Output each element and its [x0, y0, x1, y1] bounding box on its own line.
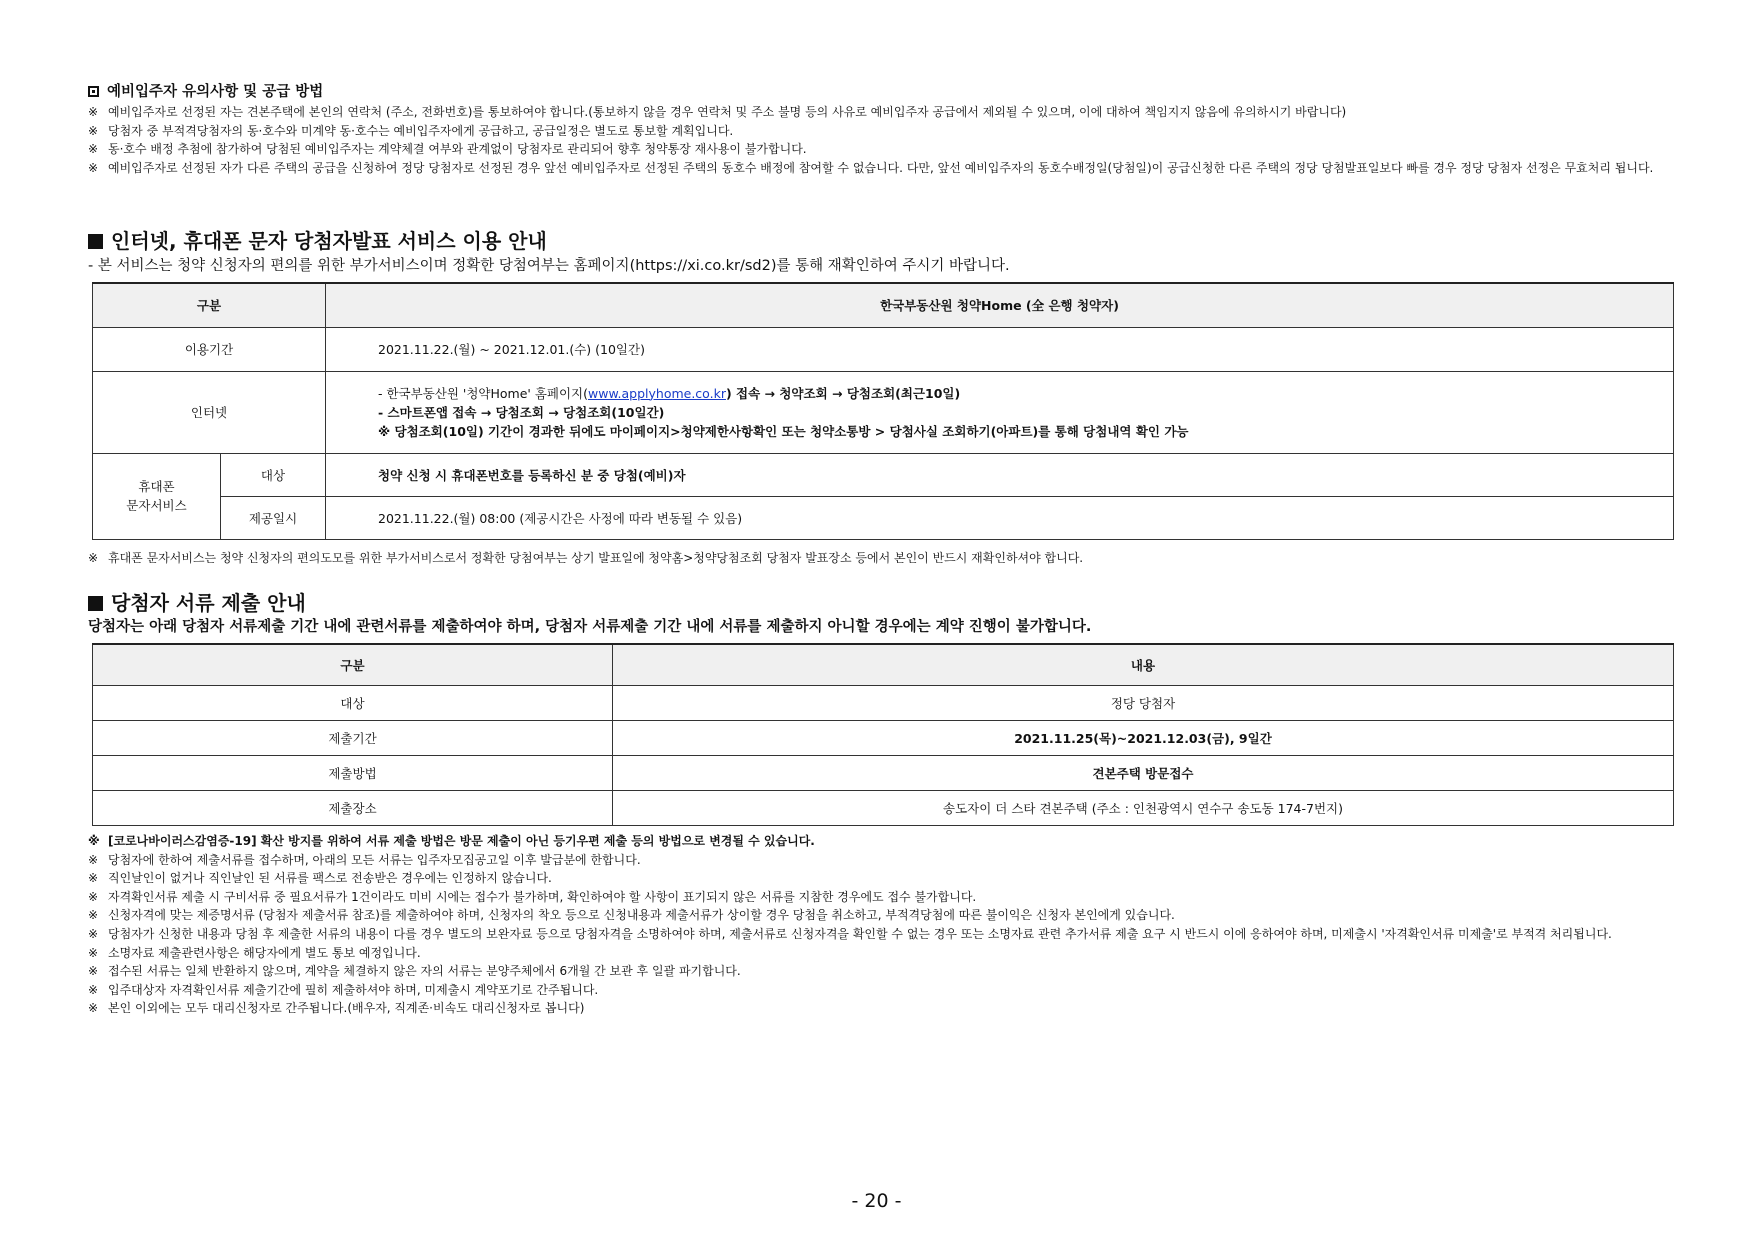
- row-label: 휴대폰 문자서비스: [93, 453, 221, 539]
- row-label: 제출기간: [93, 720, 613, 755]
- list-item: ※ [코로나바이러스감염증-19] 확산 방지를 위하여 서류 제출 방법은 방문 제출이 아닌 등기우편 제출 등의 방법으로 변경될 수 있습니다.: [88, 834, 815, 848]
- row-value: 송도자이 더 스타 견본주택 (주소 : 인천광역시 연수구 송도동 174-7번지): [613, 790, 1674, 825]
- section2-title: 인터넷, 휴대폰 문자 당첨자발표 서비스 이용 안내: [111, 229, 547, 253]
- row-value: 2021.11.25(목)~2021.12.03(금), 9일간: [613, 720, 1674, 755]
- list-item: ※ 당첨자에 한하여 제출서류를 접수하며, 아래의 모든 서류는 입주자모집공고일 이후 발급분에 한합니다.: [88, 852, 641, 867]
- row-value: 정당 당첨자: [613, 685, 1674, 720]
- row-value: 2021.11.22.(월) 08:00 (제공시간은 사정에 따라 변동될 수 있음): [326, 496, 1674, 539]
- page-number: - 20 -: [851, 1190, 902, 1212]
- row-label: 제출장소: [93, 790, 613, 825]
- list-item: ※ 당첨자가 신청한 내용과 당첨 후 제출한 서류의 내용이 다를 경우 별도의 보완자료 등으로 당첨자격을 소명하여야 하며, 제출서류로 신청자격을 확인할 수 없는 경우 또는 소명자료 관련 추가서류 제출 요구 시 반드시 이에 응하여야 하며, 미제출시 '자격확인서류 미제출'로 부적격 처리됩니다.: [88, 926, 1612, 941]
- row-sublabel: 제공일시: [221, 496, 326, 539]
- header-cell: 구분: [93, 283, 326, 327]
- announcement-service-table: [92, 282, 1674, 540]
- section2-heading: [88, 225, 547, 254]
- document-submission-table: [92, 643, 1674, 826]
- black-square-bullet-icon: [88, 234, 103, 249]
- list-item: ※ 본인 이외에는 모두 대리신청자로 간주됩니다.(배우자, 직계존·비속도 대리신청자로 봅니다): [88, 1001, 585, 1016]
- section3-subtitle: 당첨자는 아래 당첨자 서류제출 기간 내에 관련서류를 제출하여야 하며, 당첨자 서류제출 기간 내에 서류를 제출하지 아니할 경우에는 계약 진행이 불가합니다.: [88, 619, 1092, 635]
- list-item: ※ 소명자료 제출관련사항은 해당자에게 별도 통보 예정입니다.: [88, 945, 421, 960]
- list-item: ※ 신청자격에 맞는 제증명서류 (당첨자 제출서류 참조)를 제출하여야 하며, 신청자의 착오 등으로 신청내용과 제출서류가 상이할 경우 당첨을 취소하고, 부적격당첨에 따른 불이익은 신청자 본인에게 있습니다.: [88, 908, 1175, 923]
- row-sublabel: 대상: [221, 453, 326, 496]
- list-item: ※ 당첨자 중 부적격당첨자의 동·호수와 미계약 동·호수는 예비입주자에게 공급하고, 공급일정은 별도로 통보할 계획입니다.: [88, 123, 734, 138]
- section2-subtitle: - 본 서비스는 청약 신청자의 편의를 위한 부가서비스이며 정확한 당첨여부는 홈페이지(https://xi.co.kr/sd2)를 통해 재확인하여 주시기 바랍니다.: [88, 258, 1010, 274]
- section1-heading: [88, 80, 323, 101]
- table-row: [93, 685, 1674, 720]
- table-row: [93, 453, 1674, 496]
- list-item: ※ 예비입주자로 선정된 자는 견본주택에 본인의 연락처 (주소, 전화번호)를 통보하여야 합니다.(통보하지 않을 경우 연락처 및 주소 불명 등의 사유로 예비입주자 공급에서 제외될 수 있으며, 이에 대하여 책임지지 않음에 유의하시기 바랍니다): [88, 105, 1347, 119]
- table-header-row: [93, 644, 1674, 685]
- row-value: 2021.11.22.(월) ~ 2021.12.01.(수) (10일간): [326, 327, 1674, 371]
- list-item: ※ 동·호수 배정 추첨에 참가하여 당첨된 예비입주자는 계약체결 여부와 관계없이 당첨자로 관리되어 향후 청약통장 재사용이 불가합니다.: [88, 142, 807, 157]
- section3-heading: [88, 587, 306, 616]
- row-label: 제출방법: [93, 755, 613, 790]
- row-label: 인터넷: [93, 371, 326, 453]
- header-cell: 내용: [613, 644, 1674, 685]
- black-square-bullet-icon: [88, 596, 103, 611]
- section1-notes: [88, 103, 1688, 177]
- row-label: 대상: [93, 685, 613, 720]
- row-value: - 한국부동산원 '청약Home' 홈페이지(www.applyhome.co.kr) 접속 → 청약조회 → 당첨조회(최근10일) - 스마트폰앱 접속 → 당첨조회 → 당첨조회(10일간) ※ 당첨조회(10일) 기간이 경과한 뒤에도 마이페이지>청약제한사항확인 또는 청약소통방 > 당첨사실 조회하기(아파트)를 통해 당첨내역 확인 가능: [326, 371, 1674, 453]
- section3-notes: [88, 832, 1688, 1018]
- list-item: ※ 직인날인이 없거나 직인날인 된 서류를 팩스로 전송받은 경우에는 인정하지 않습니다.: [88, 871, 552, 886]
- section3-title: 당첨자 서류 제출 안내: [111, 591, 306, 615]
- list-item: ※ 입주대상자 자격확인서류 제출기간에 필히 제출하셔야 하며, 미제출시 계약포기로 간주됩니다.: [88, 982, 599, 997]
- list-item: ※ 접수된 서류는 일체 반환하지 않으며, 계약을 체결하지 않은 자의 서류는 분양주체에서 6개월 간 보관 후 일괄 파기합니다.: [88, 964, 741, 979]
- filled-square-bullet-icon: [88, 86, 99, 97]
- table-row: [93, 790, 1674, 825]
- table-row: [93, 327, 1674, 371]
- table-row: [93, 371, 1674, 453]
- list-item: ※ 자격확인서류 제출 시 구비서류 중 필요서류가 1건이라도 미비 시에는 접수가 불가하며, 확인하여야 할 사항이 표기되지 않은 서류를 지참한 경우에도 접수 불가합니다.: [88, 889, 977, 904]
- row-label: 이용기간: [93, 327, 326, 371]
- table-row: [93, 720, 1674, 755]
- header-cell: 한국부동산원 청약Home (全 은행 청약자): [326, 283, 1674, 327]
- list-item: ※ 예비입주자로 선정된 자가 다른 주택의 공급을 신청하여 정당 당첨자로 선정된 경우 앞선 예비입주자로 선정된 주택의 동호수 배정에 참여할 수 없습니다. 다만, 앞선 예비입주자의 동호수배정일(당첨일)이 공급신청한 다른 주택의 정당 당첨발표일보다 빠를 경우 정당 당첨자 선정은 무효처리 됩니다.: [88, 160, 1654, 175]
- table-row: [93, 755, 1674, 790]
- table-row: [93, 496, 1674, 539]
- list-item: ※ 휴대폰 문자서비스는 청약 신청자의 편의도모를 위한 부가서비스로서 정확한 당첨여부는 상기 발표일에 청약홈>청약당첨조회 당첨자 발표장소 등에서 본인이 반드시 재확인하셔야 합니다.: [88, 551, 1084, 565]
- section2-notes: [88, 549, 1688, 568]
- applyhome-link[interactable]: www.applyhome.co.kr: [588, 385, 726, 401]
- row-value: 견본주택 방문접수: [613, 755, 1674, 790]
- header-cell: 구분: [93, 644, 613, 685]
- section1-title: 예비입주자 유의사항 및 공급 방법: [107, 84, 324, 100]
- row-value: 청약 신청 시 휴대폰번호를 등록하신 분 중 당첨(예비)자: [326, 453, 1674, 496]
- table-header-row: [93, 283, 1674, 327]
